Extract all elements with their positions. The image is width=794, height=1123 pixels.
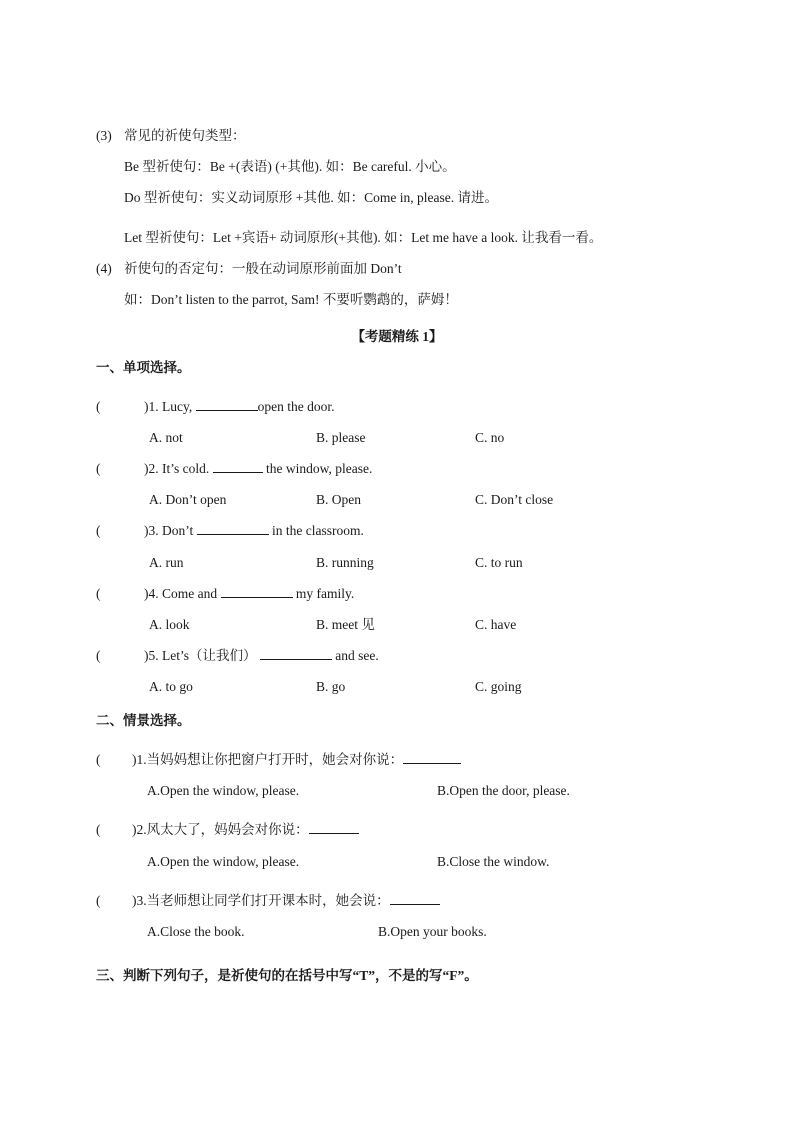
answer-paren[interactable]: (	[96, 399, 101, 414]
option-a: A. look	[149, 617, 190, 632]
option-a: A.Close the book.	[147, 924, 245, 939]
question-stem-end: my family.	[292, 586, 355, 601]
option-b: B. go	[316, 679, 346, 694]
answer-blank[interactable]	[196, 398, 258, 411]
rule-3-number: (3)	[96, 128, 112, 143]
option-c: C. going	[475, 679, 522, 694]
option-b: B.Open the door, please.	[437, 783, 570, 798]
answer-blank[interactable]	[213, 460, 263, 473]
rule-do-type: Do 型祈使句：实义动词原形 +其他. 如：Come in, please. 请进。	[124, 190, 498, 205]
answer-blank[interactable]	[221, 585, 293, 598]
option-a: A.Open the window, please.	[147, 854, 300, 869]
section-1-title: 一、单项选择。	[96, 360, 191, 375]
option-b: B.Open your books.	[378, 924, 487, 939]
option-b: B. Open	[316, 492, 361, 507]
answer-paren[interactable]: (	[96, 893, 101, 908]
option-a: A. to go	[149, 679, 193, 694]
mc-question-3	[96, 522, 364, 540]
rule-4-title: 祈使句的否定句：一般在动词原形前面加 Don’t	[124, 261, 402, 276]
practice-title: 【考题精练 1】	[351, 329, 443, 344]
option-a: A. not	[149, 430, 183, 445]
option-b: B. running	[316, 555, 374, 570]
option-c: C. no	[475, 430, 505, 445]
rule-4-example: 如：Don’t listen to the parrot, Sam! 不要听鹦鹉的，萨姆！	[124, 292, 458, 307]
answer-blank[interactable]	[260, 647, 332, 660]
question-stem-end: in the classroom.	[268, 523, 364, 538]
answer-paren[interactable]: (	[96, 586, 101, 601]
situation-question-2	[96, 821, 359, 839]
answer-paren[interactable]: (	[96, 523, 101, 538]
rule-4-number: (4)	[96, 261, 112, 276]
answer-paren[interactable]: (	[96, 752, 101, 767]
question-stem: )3.当老师想让同学们打开课本时，她会说：	[132, 893, 390, 908]
option-a: A.Open the window, please.	[147, 783, 300, 798]
mc-question-1	[96, 398, 334, 416]
question-stem: )1. Lucy,	[144, 399, 196, 414]
option-a: A. run	[149, 555, 184, 570]
question-stem-end: and see.	[331, 648, 379, 663]
option-c: C. Don’t close	[475, 492, 554, 507]
answer-blank[interactable]	[309, 821, 359, 834]
option-b: B.Close the window.	[437, 854, 550, 869]
option-b: B. please	[316, 430, 366, 445]
rule-be-type: Be 型祈使句：Be +(表语) (+其他). 如：Be careful. 小心。	[124, 159, 456, 174]
mc-question-5	[96, 647, 379, 665]
answer-paren[interactable]: (	[96, 461, 101, 476]
answer-paren[interactable]: (	[96, 648, 101, 663]
option-c: C. have	[475, 617, 517, 632]
option-c: C. to run	[475, 555, 523, 570]
question-stem-end: open the door.	[257, 399, 335, 414]
question-stem: )1.当妈妈想让你把窗户打开时，她会对你说：	[132, 752, 404, 767]
mc-question-2	[96, 460, 372, 478]
question-stem: )5. Let’s（让我们）	[144, 648, 260, 663]
question-stem: )4. Come and	[144, 586, 221, 601]
question-stem: )2. It’s cold.	[144, 461, 213, 476]
answer-blank[interactable]	[390, 892, 440, 905]
question-stem: )3. Don’t	[144, 523, 197, 538]
question-stem-end: the window, please.	[262, 461, 373, 476]
mc-question-4	[96, 585, 354, 603]
situation-question-1	[96, 751, 461, 769]
rule-let-type: Let 型祈使句：Let +宾语+ 动词原形(+其他). 如：Let me have a look. 让我看一看。	[124, 230, 603, 245]
answer-blank[interactable]	[197, 522, 269, 535]
question-stem: )2.风太大了，妈妈会对你说：	[132, 822, 309, 837]
answer-blank[interactable]	[403, 751, 461, 764]
rule-3-title: 常见的祈使句类型：	[124, 128, 246, 143]
answer-paren[interactable]: (	[96, 822, 101, 837]
option-a: A. Don’t open	[149, 492, 227, 507]
situation-question-3	[96, 892, 440, 910]
section-2-title: 二、情景选择。	[96, 713, 191, 728]
option-b: B. meet 见	[316, 617, 375, 632]
section-3-title: 三、判断下列句子，是祈使句的在括号中写“T”，不是的写“F”。	[96, 968, 478, 983]
